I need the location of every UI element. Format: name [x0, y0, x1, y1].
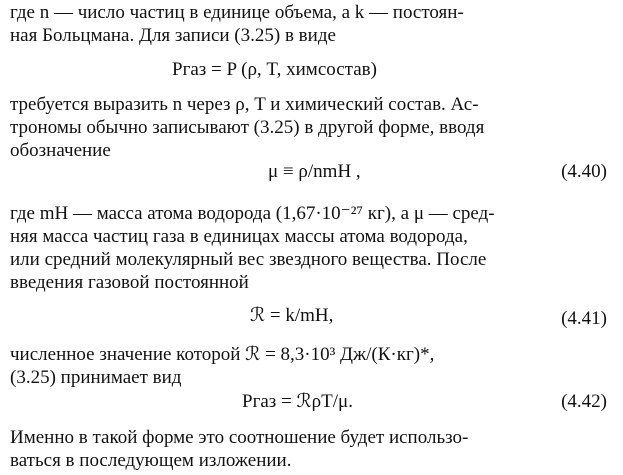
text-line-13: ваться в последующем изложении. [10, 450, 292, 471]
text-line-11: (3.25) принимает вид [10, 367, 182, 388]
equation-pgas: Pгаз = P (ρ, T, химсостав) [172, 59, 377, 80]
equation-4-40-number: (4.40) [561, 161, 607, 182]
text-line-12 [10, 427, 608, 449]
text-line-10 [10, 344, 608, 366]
text-line-3-content: требуется выразить n через ρ, T и химический состав. Ас- [10, 94, 479, 115]
text-line-10-content: численное значение которой ℛ = 8,3·10³ Дж/(К·кг)*, [10, 344, 435, 365]
text-line-12-content: Именно в такой форме это соотношение будет использо- [10, 427, 469, 448]
equation-4-41-number: (4.41) [561, 308, 607, 329]
text-line-2: ная Больцмана. Для записи (3.25) в виде [10, 25, 336, 46]
equation-4-40: μ ≡ ρ/nmH , [268, 161, 361, 182]
text-line-3 [10, 94, 608, 116]
text-line-7-content: няя масса частиц газа в единицах массы атома водорода, [10, 226, 468, 247]
equation-4-41: ℛ = k/mH, [250, 305, 334, 326]
text-line-6 [10, 203, 608, 225]
text-line-6-content: где mH — масса атома водорода (1,67·10⁻²⁷ кг), а μ — сред- [10, 203, 495, 224]
text-line-4 [10, 117, 608, 139]
equation-4-42: Pгаз = ℛρT/μ. [242, 391, 353, 412]
text-line-4-content: трономы обычно записывают (3.25) в другой форме, вводя [10, 117, 485, 138]
text-line-5: обозначение [10, 140, 111, 161]
text-line-7 [10, 226, 608, 248]
text-line-8 [10, 249, 608, 271]
text-line-9: введения газовой постоянной [10, 272, 249, 293]
text-line-1 [10, 2, 608, 24]
text-line-8-content: или средний молекулярный вес звездного вещества. После [10, 249, 487, 270]
equation-4-42-number: (4.42) [561, 391, 607, 412]
text-line-1-content: где n — число частиц в единице объема, а k — постоян- [10, 2, 464, 23]
